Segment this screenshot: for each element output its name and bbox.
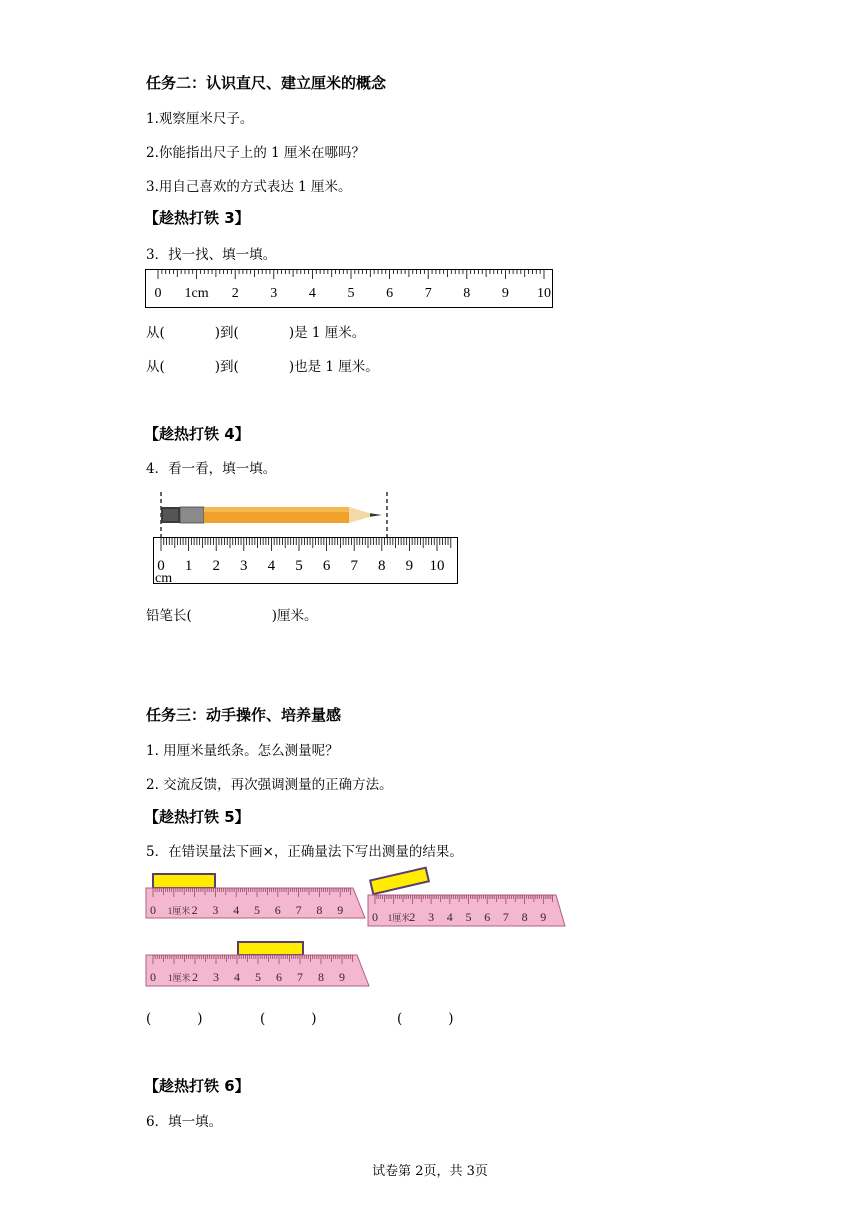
ex3-ruler bbox=[145, 269, 555, 311]
ex3-line-2-from: 从( bbox=[146, 359, 165, 375]
ruler-number: 3 bbox=[428, 910, 435, 924]
ruler-number: 8 bbox=[318, 970, 324, 984]
ruler-number: 9 bbox=[540, 910, 547, 924]
ruler-label: 9 bbox=[501, 286, 509, 301]
ex4-answer-prefix: 铅笔长( bbox=[146, 608, 192, 624]
ruler-number: 2 bbox=[192, 970, 198, 984]
page-footer: 试卷第 2页，共 3页 bbox=[372, 1164, 488, 1179]
ex3-question: 3．找一找、填一填。 bbox=[146, 247, 277, 263]
ruler-number: 4 bbox=[233, 903, 240, 917]
ruler-label: 7 bbox=[424, 286, 432, 301]
ruler-number: 3 bbox=[213, 970, 219, 984]
ruler-number: 6 bbox=[322, 558, 331, 574]
ruler-number: 3 bbox=[240, 558, 248, 574]
ruler-number: 1 bbox=[184, 558, 193, 574]
ruler-number: 7 bbox=[502, 910, 509, 924]
ex4-heading: 【趁热打铁 4】 bbox=[144, 425, 250, 443]
ex6-heading: 【趁热打铁 6】 bbox=[144, 1077, 250, 1095]
ruler-number: 7 bbox=[350, 558, 358, 574]
ex3-heading: 【趁热打铁 3】 bbox=[144, 209, 250, 227]
ruler-number: 1厘米 bbox=[167, 906, 191, 916]
ex3-line-1 bbox=[146, 321, 365, 341]
ruler-number: 8 bbox=[378, 558, 386, 574]
ex4-answer-suffix: )厘米。 bbox=[271, 608, 318, 624]
ruler-label: 4 bbox=[308, 286, 316, 301]
ex5-answer-3 bbox=[397, 1011, 454, 1027]
ex3-line-2-end: )也是 1 厘米。 bbox=[288, 359, 379, 375]
ex5-question: 5．在错误量法下画×，正确量法下写出测量的结果。 bbox=[146, 844, 463, 860]
ex3-line-1-end: )是 1 厘米。 bbox=[288, 325, 366, 341]
ex4-question: 4．看一看，填一填。 bbox=[146, 461, 277, 477]
ex5-figure-c bbox=[145, 940, 371, 990]
ruler-label: 5 bbox=[347, 286, 355, 301]
ruler-label: 0 bbox=[154, 286, 162, 301]
ex3-line-2 bbox=[146, 355, 379, 375]
ruler-number: 0 bbox=[157, 558, 165, 574]
ex3-line-2-to: )到( bbox=[214, 359, 239, 375]
task2-item-3: 3.用自己喜欢的方式表达 1 厘米。 bbox=[146, 179, 352, 195]
ruler-number: 0 bbox=[150, 970, 156, 984]
ex5-figure-a bbox=[145, 872, 367, 924]
ex4-answer bbox=[146, 604, 318, 624]
ruler-number: 2 bbox=[191, 903, 198, 917]
ruler-number: 7 bbox=[295, 903, 302, 917]
ruler-number: 4 bbox=[234, 970, 240, 984]
paper-strip-b bbox=[370, 868, 429, 894]
paren-open: ( bbox=[260, 1011, 266, 1027]
ruler-number: 3 bbox=[212, 903, 219, 917]
paper-strip-c bbox=[238, 942, 303, 955]
ruler-number: 6 bbox=[276, 970, 282, 984]
ruler-label: 1cm bbox=[184, 286, 209, 301]
ruler-label: 10 bbox=[537, 286, 551, 301]
task2-title: 任务二：认识直尺、建立厘米的概念 bbox=[146, 74, 387, 92]
ex5-answer-2 bbox=[260, 1011, 317, 1027]
ruler-number: 8 bbox=[521, 910, 528, 924]
ruler-label: 6 bbox=[386, 286, 394, 301]
ruler-number: 5 bbox=[254, 903, 260, 917]
task3-title: 任务三：动手操作、培养量感 bbox=[146, 706, 342, 724]
paren-open: ( bbox=[146, 1011, 152, 1027]
ruler-number: 9 bbox=[339, 970, 345, 984]
ruler-number: 0 bbox=[150, 903, 156, 917]
ruler-number: 1厘米 bbox=[387, 913, 411, 923]
ruler-number: 5 bbox=[465, 910, 472, 924]
ruler-number: 4 bbox=[446, 910, 453, 924]
ruler-number: 6 bbox=[484, 910, 491, 924]
paper-strip-a bbox=[153, 874, 215, 888]
ruler-number: 10 bbox=[429, 558, 445, 574]
ruler-number: 1厘米 bbox=[168, 973, 191, 983]
paren-close: ) bbox=[311, 1011, 317, 1027]
task3-item-2: 2. 交流反馈，再次强调测量的正确方法。 bbox=[146, 777, 393, 793]
ruler-number: 5 bbox=[255, 970, 261, 984]
ruler-number: 2 bbox=[409, 910, 416, 924]
ruler-number: 7 bbox=[297, 970, 303, 984]
ex5-answer-1 bbox=[146, 1011, 203, 1027]
ex5-heading: 【趁热打铁 5】 bbox=[144, 808, 250, 826]
paren-close: ) bbox=[448, 1011, 454, 1027]
task2-item-1: 1.观察厘米尺子。 bbox=[146, 111, 254, 127]
ex3-line-1-from: 从( bbox=[146, 325, 165, 341]
ruler-number: 2 bbox=[212, 558, 220, 574]
pencil-icon bbox=[161, 507, 382, 523]
ex5-figure-b bbox=[365, 866, 567, 930]
ruler-label: 8 bbox=[463, 286, 471, 301]
ruler-number: 8 bbox=[316, 903, 323, 917]
ruler-label: 2 bbox=[231, 286, 239, 301]
ruler-number: 0 bbox=[372, 910, 378, 924]
ex3-line-1-to: )到( bbox=[214, 325, 239, 341]
ruler-label: 3 bbox=[270, 286, 278, 301]
ruler-number: 9 bbox=[405, 558, 414, 574]
task2-item-2: 2.你能指出尺子上的 1 厘米在哪吗？ bbox=[146, 145, 366, 161]
paren-close: ) bbox=[197, 1011, 203, 1027]
ex4-unit: cm bbox=[155, 571, 173, 586]
ruler-number: 9 bbox=[337, 903, 344, 917]
ex6-question: 6．填一填。 bbox=[146, 1114, 223, 1130]
ex4-figure bbox=[150, 490, 462, 588]
ruler-number: 6 bbox=[274, 903, 281, 917]
ruler-number: 4 bbox=[267, 558, 276, 574]
paren-open: ( bbox=[397, 1011, 403, 1027]
task3-item-1: 1. 用厘米量纸条。怎么测量呢？ bbox=[146, 743, 339, 759]
ruler-number: 5 bbox=[295, 558, 303, 574]
